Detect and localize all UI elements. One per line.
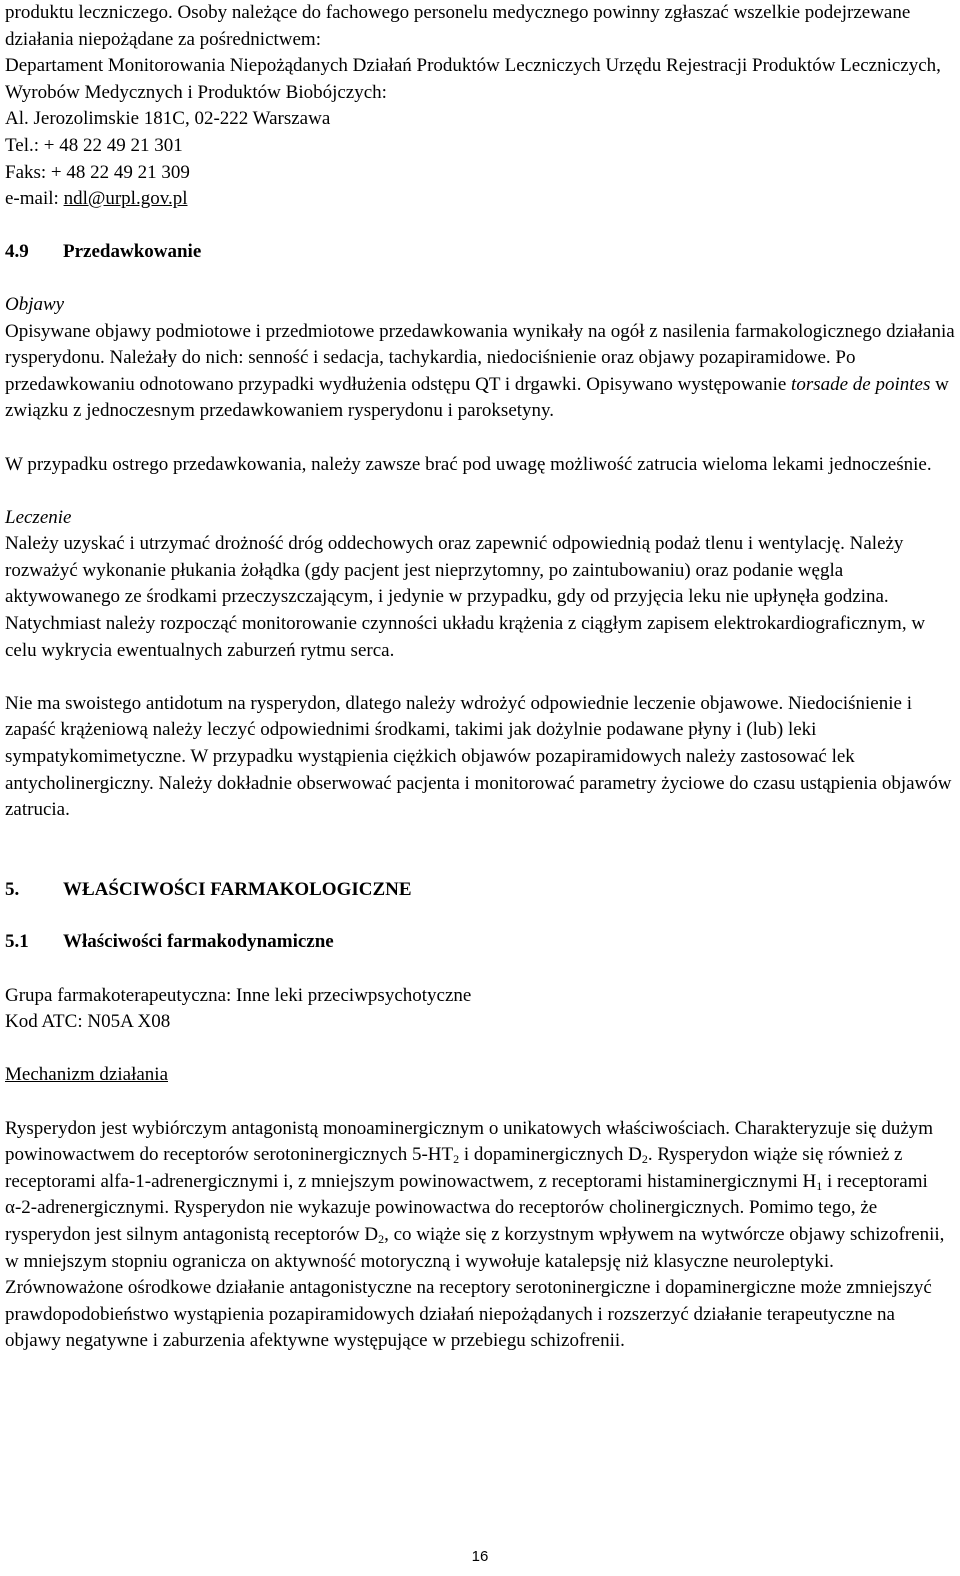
subscript: 2: [378, 1231, 385, 1246]
mechanizm-subheading: Mechanizm działania: [5, 1064, 169, 1086]
intro-paragraph: [5, 0, 955, 213]
section-title: WŁAŚCIWOŚCI FARMAKOLOGICZNE: [63, 878, 412, 900]
subscript: 1: [816, 1178, 823, 1193]
section-number: 5.1: [5, 931, 29, 953]
objawy-subheading: Objawy: [5, 293, 65, 315]
section-4-9-heading: [5, 239, 955, 266]
fax: Faks: + 48 22 49 21 309: [5, 161, 190, 183]
atc-line: Kod ATC: N05A X08: [5, 1011, 171, 1033]
mechanizm-paragraph: [5, 1116, 955, 1355]
mechanizm-text: Rysperydon jest wybiórczym antagonistą monoaminergicznym o unikatowych właściwościach. Charakteryzuje się dużym powinowactwem do receptorów serotoninergicznych 5-HT: [5, 1117, 934, 1166]
subscript: 2: [641, 1152, 648, 1167]
mechanizm-text: i dopaminergicznych D: [459, 1144, 642, 1166]
antidotum-paragraph: Nie ma swoistego antidotum na rysperydon, dlatego należy wdrożyć odpowiednie leczenie objawowe. Niedociśnienie i zapaść krążeniową należy leczyć odpowiednimi środkami, takimi jak dożylnie podawane płyny i (lub) leki sympatykomimetyczne. W przypadku wystąpienia ciężkich objawów pozapiramidowych należy zastosować lek antycholinergiczny. Należy dokładnie obserwować pacjenta i monitorować parametry życiowe do czasu ustąpienia objawów zatrucia.: [5, 692, 952, 821]
leczenie-subheading: Leczenie: [5, 506, 72, 528]
mechanizm-text: . Rysperydon wiąże się również z receptorami alfa-1-adrenergicznymi i, z mniejszym powinowactwem, z receptorami histaminergicznymi H: [5, 1144, 903, 1192]
objawy-italic-term: torsade de pointes: [791, 373, 931, 395]
section-5-heading: [5, 877, 955, 904]
section-number: 5.: [5, 878, 20, 900]
leczenie-paragraph: Należy uzyskać i utrzymać drożność dróg oddechowych oraz zapewnić odpowiednią podaż tlenu i wentylację. Należy rozważyć wykonanie płukania żołądka (gdy pacjent jest nieprzytomny, po zaintubowaniu) oraz podanie węgla aktywowanego ze środkami przeczyszczającym, i jedynie w przypadku, gdy od przyjęcia leku nie upłynęła godzina. Natychmiast należy rozpocząć monitorowanie czynności układu krążenia z ciągłym zapisem elektrokardiograficznym, w celu wykrycia ewentualnych zaburzeń rytmu serca.: [5, 533, 926, 661]
section-title: Właściwości farmakodynamiczne: [63, 931, 334, 953]
grupa-line: Grupa farmakoterapeutyczna: Inne leki przeciwpsychotyczne: [5, 984, 472, 1006]
email-label: e-mail:: [5, 188, 64, 210]
ostre-paragraph: W przypadku ostrego przedawkowania, należy zawsze brać pod uwagę możliwość zatrucia wieloma lekami jednocześnie.: [5, 453, 932, 475]
section-5-1-heading: [5, 929, 955, 956]
department-name: Departament Monitorowania Niepożądanych Działań Produktów Leczniczych Urzędu Rejestracji Produktów Leczniczych, Wyrobów Medycznych i Produktów Biobójczych:: [5, 55, 941, 103]
page-number: 16: [471, 1548, 489, 1565]
intro-text: produktu leczniczego. Osoby należące do fachowego personelu medycznego powinny zgłaszać wszelkie podejrzewane działania niepożądane za pośrednictwem:: [5, 2, 911, 50]
subscript: 2: [453, 1152, 460, 1167]
address: Al. Jerozolimskie 181C, 02-222 Warszawa: [5, 108, 331, 130]
section-title: Przedawkowanie: [63, 240, 202, 262]
objawy-text-end: w związku z jednoczesnym przedawkowaniem rysperydonu i paroksetyny.: [5, 373, 949, 422]
mechanizm-text: , co wiąże się z korzystnym wpływem na wytwórcze objawy schizofrenii, w mniejszym stopniu ogranicza on aktywność motoryczną i wywołuje katalepsję niż klasyczne neuroleptyki. Zrównoważone ośrodkowe działanie antagonistyczne na receptory serotoninergiczne i dopaminergiczne może zmniejszyć prawdopodobieństwo wystąpienia pozapiramidowych działań niepożądanych i rozszerzyć działanie terapeutyczne na objawy negatywne i zaburzenia afektywne występujące w przebiegu schizofrenii.: [5, 1223, 945, 1352]
email-link[interactable]: ndl@urpl.gov.pl: [63, 188, 188, 210]
mechanizm-text: i receptorami α-2-adrenergicznymi. Rysperydon nie wykazuje powinowactwa do receptorów cholinergicznych. Pomimo tego, że rysperydon jest silnym antagonistą receptorów D: [5, 1170, 928, 1245]
objawy-text: Opisywane objawy podmiotowe i przedmiotowe przedawkowania wynikały na ogół z nasilenia farmakologicznego działania rysperydonu. Należały do nich: senność i sedacja, tachykardia, niedociśnienie oraz objawy pozapiramidowe. Po przedawkowaniu odnotowano przypadki wydłużenia odstępu QT i drgawki. Opisywano występowanie: [5, 320, 955, 395]
document-page: [5, 0, 955, 1355]
telephone: Tel.: + 48 22 49 21 301: [5, 134, 183, 156]
section-number: 4.9: [5, 240, 29, 262]
objawy-paragraph: [5, 319, 955, 425]
